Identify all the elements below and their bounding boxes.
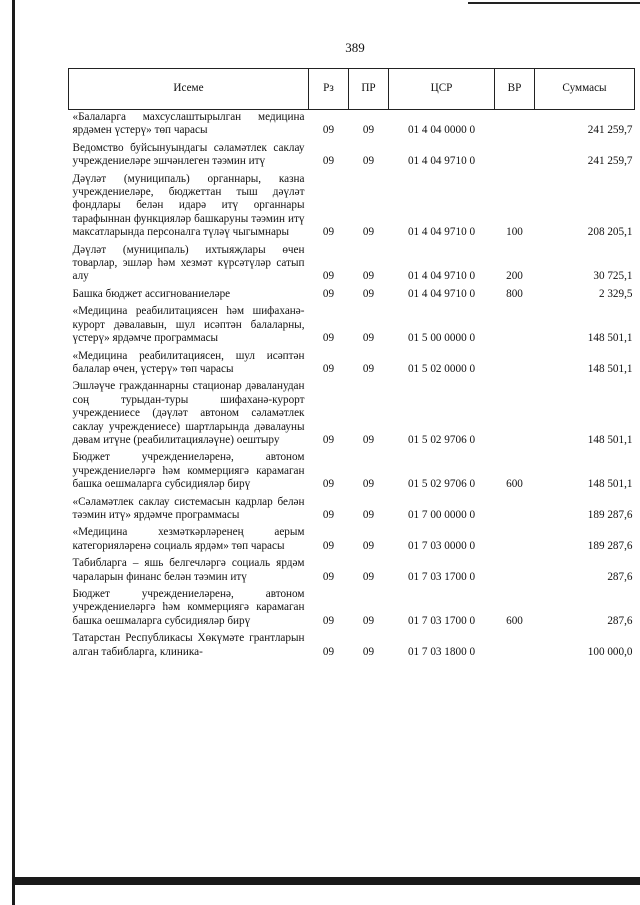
row-pr: 09 [362,570,375,583]
row-csr: 01 4 04 9710 0 [407,270,476,283]
row-vr [495,556,535,587]
row-name: Ведомство буйсынуындагы сәламәтлек саклау учреждениеләре эшчәнлеген тәэмин итү [72,141,305,168]
row-sum: 208 205,1 [587,226,633,239]
row-rz: 09 [322,124,335,137]
row-pr: 09 [362,645,375,658]
row-pr: 09 [362,362,375,375]
row-csr: 01 7 03 1700 0 [407,570,476,583]
row-name: Табибларга – яшь белгечләргә социаль ярдәм чараларын финанс белән тәэмин итү [72,557,305,583]
row-vr [495,525,535,556]
header-rz: Рз [309,69,349,110]
row-vr: 800 [506,287,523,300]
header-pr: ПР [349,69,389,110]
row-name: Бюджет учреждениеләренә, автоном учреждениеләргә һәм коммерциягә карамаган башка оешмаларга субсидияләр бирү [72,451,305,491]
row-rz: 09 [322,539,335,552]
row-csr: 01 7 03 1700 0 [407,614,476,627]
row-csr: 01 5 00 0000 0 [407,332,476,345]
row-name: «Медицина хезмәткәрләренең аерым категорияләренә социаль ярдәм» төп чарасы [72,526,305,552]
row-name: «Медицина реабилитациясен, шул исәптән балалар өчен, үстерү» төп чарасы [72,349,305,375]
row-vr [495,304,535,348]
table-header-row [69,69,635,110]
table-row [69,349,635,380]
row-sum: 148 501,1 [587,478,633,491]
top-border-line [468,2,640,4]
row-rz: 09 [322,226,335,239]
row-csr: 01 5 02 0000 0 [407,362,476,375]
row-pr: 09 [362,270,375,283]
row-vr: 600 [506,614,523,627]
row-rz: 09 [322,478,335,491]
table-row [69,495,635,526]
left-border-line [12,0,15,905]
header-vr: ВР [495,69,535,110]
row-sum: 100 000,0 [587,645,633,658]
row-sum: 148 501,1 [587,433,633,446]
row-pr: 09 [362,614,375,627]
row-name: Эшләүче гражданнарны стационар дәваланудан соң турыдан-туры шифаханә-курорт учреждениесе (дәүләт автоном сәламәтлек саклау учреждениесе) шартларында дәвалауны дәвам итүне (реабилитацияләүне) оештыру [72,380,305,446]
table-row [69,379,635,450]
bottom-border-bar [12,877,640,885]
row-sum: 241 259,7 [587,124,633,137]
row-sum: 148 501,1 [587,332,633,345]
row-csr: 01 7 03 0000 0 [407,539,476,552]
table-row [69,304,635,348]
table-row [69,631,635,662]
row-rz: 09 [322,270,335,283]
row-vr [495,141,535,172]
row-name: Дәүләт (муниципаль) органнары, казна учреждениеләре, бюджеттан тыш дәүләт фондлары белән идарә итү органнары тарафыннан функцияләр башкаруны тәэмин итү максатларында персоналга түләү чыгымнары [72,172,305,239]
row-csr: 01 5 02 9706 0 [407,478,476,491]
row-rz: 09 [322,287,335,300]
row-csr: 01 7 00 0000 0 [407,508,476,521]
table-row [69,243,635,287]
row-rz: 09 [322,155,335,168]
row-sum: 2 329,5 [598,287,633,300]
row-pr: 09 [362,478,375,491]
row-vr [495,110,535,141]
row-pr: 09 [362,433,375,446]
row-csr: 01 4 04 9710 0 [407,155,476,168]
row-pr: 09 [362,226,375,239]
row-rz: 09 [322,570,335,583]
budget-table [68,68,635,662]
row-pr: 09 [362,508,375,521]
row-name: «Сәламәтлек саклау системасын кадрлар белән тәэмин итү» ярдәмче программасы [72,495,305,521]
row-csr: 01 4 04 0000 0 [407,124,476,137]
row-csr: 01 7 03 1800 0 [407,645,476,658]
row-pr: 09 [362,539,375,552]
row-sum: 148 501,1 [587,362,633,375]
header-sum: Суммасы [535,69,635,110]
table-row [69,587,635,631]
row-rz: 09 [322,508,335,521]
row-name: Башка бюджет ассигнованиеләре [72,287,231,300]
row-sum: 287,6 [607,614,633,627]
table-row [69,525,635,556]
row-rz: 09 [322,332,335,345]
row-sum: 189 287,6 [587,539,633,552]
row-rz: 09 [322,433,335,446]
row-rz: 09 [322,645,335,658]
row-name: «Медицина реабилитациясен һәм шифаханә-курорт дәвалавын, шул исәптән балаларны, үстерү» ярдәмче программасы [72,305,305,345]
row-vr: 200 [506,270,523,283]
row-vr [495,379,535,450]
row-vr [495,495,535,526]
row-pr: 09 [362,287,375,300]
row-csr: 01 4 04 9710 0 [407,226,476,239]
table-row [69,110,635,141]
row-pr: 09 [362,332,375,345]
table-row [69,141,635,172]
row-name: Дәүләт (муниципаль) ихтыяҗлары өчен товарлар, эшләр һәм хезмәт күрсәтүләр сатып алу [72,243,305,283]
row-vr: 100 [506,226,523,239]
row-name: Татарстан Республикасы Хөкүмәте грантларын алган табибларга, клиника- [72,632,305,658]
row-vr: 600 [506,478,523,491]
table-row [69,556,635,587]
row-vr [495,349,535,380]
row-name: Бюджет учреждениеләренә, автоном учреждениеләргә һәм коммерциягә карамаган башка оешмаларга субсидияләр бирү [72,588,305,627]
row-sum: 189 287,6 [587,508,633,521]
row-sum: 287,6 [607,570,633,583]
table-row [69,450,635,494]
row-sum: 30 725,1 [593,270,633,283]
row-sum: 241 259,7 [587,155,633,168]
row-pr: 09 [362,155,375,168]
table-row [69,172,635,243]
row-name: «Балаларга махсуслаштырылган медицина ярдәмен үстерү» төп чарасы [72,111,305,137]
row-rz: 09 [322,614,335,627]
page-number: 389 [345,40,365,55]
header-csr: ЦСР [389,69,495,110]
header-name: Исеме [69,69,309,110]
row-pr: 09 [362,124,375,137]
row-rz: 09 [322,362,335,375]
table-row [69,287,635,304]
row-vr [495,631,535,662]
row-csr: 01 5 02 9706 0 [407,433,476,446]
row-csr: 01 4 04 9710 0 [407,287,476,300]
